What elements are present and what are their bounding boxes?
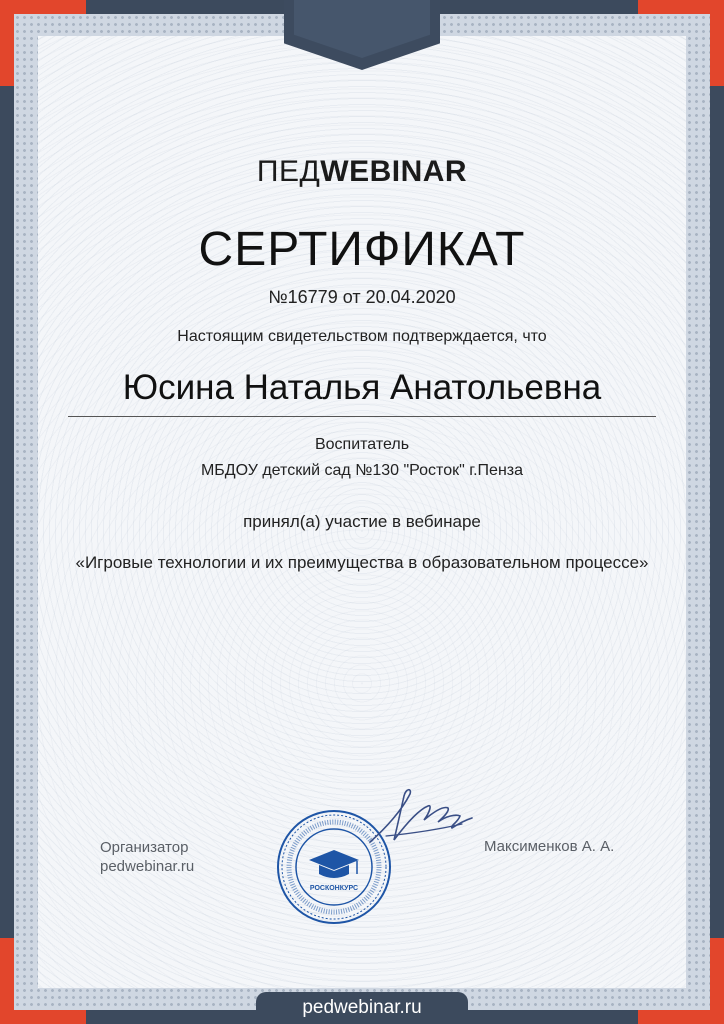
logo: [0, 155, 724, 189]
stamp-text: РОСКОНКУРС: [309, 885, 359, 892]
logo-part-ped: ПЕД: [256, 155, 321, 188]
organizer-site: pedwebinar.ru: [100, 858, 195, 875]
confirm-text: Настоящим свидетельством подтверждается, что: [177, 328, 547, 345]
logo-part-webinar: WEBINAR: [320, 155, 468, 188]
footer-site-link: pedwebinar.ru: [302, 997, 422, 1018]
recipient-position: Воспитатель: [314, 436, 410, 453]
certificate-title: СЕРТИФИКАТ: [198, 223, 526, 276]
signature-mark: [366, 780, 476, 860]
recipient-organization: МБДОУ детский сад №130 "Росток" г.Пенза: [200, 462, 524, 479]
webinar-title: «Игровые технологии и их преимущества в образовательном процессе»: [75, 553, 649, 572]
participation-text: принял(а) участие в вебинаре: [243, 512, 481, 531]
organizer-label: Организатор: [100, 839, 189, 856]
signer-name: Максименков А. А.: [484, 838, 615, 855]
organizer-block: [100, 838, 194, 876]
graduation-cap-icon: [309, 850, 359, 870]
recipient-name: Юсина Наталья Анатольевна: [68, 368, 656, 417]
certificate-number: №16779 от 20.04.2020: [268, 287, 456, 307]
